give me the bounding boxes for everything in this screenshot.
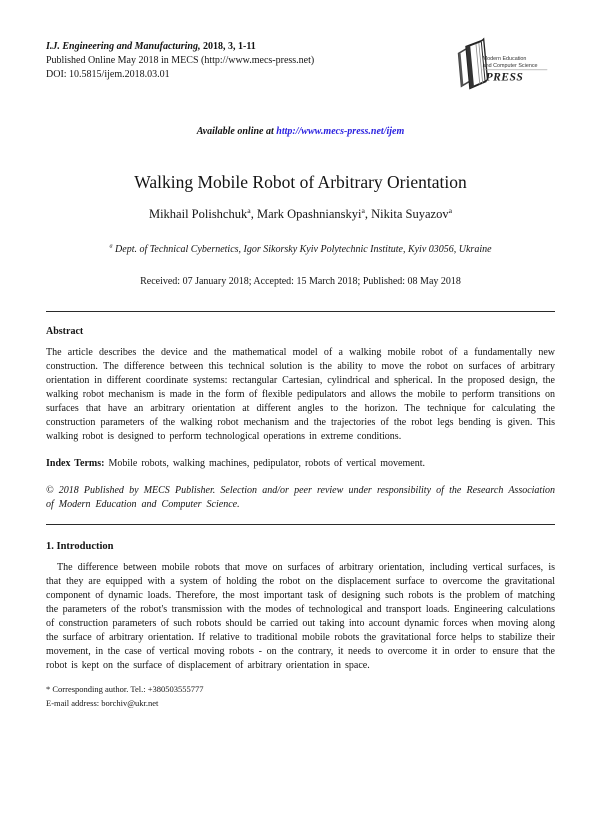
journal-issue: 2018, 3, 1-11 — [200, 41, 256, 52]
corresponding-author-footnote — [46, 683, 204, 710]
available-online-link[interactable]: http://www.mecs-press.net/ijem — [276, 126, 405, 137]
affiliation-text: Dept. of Technical Cybernetics, Igor Sikorsky Kyiv Polytechnic Institute, Kyiv 03056, Ukraine — [112, 244, 492, 255]
paper-title: Walking Mobile Robot of Arbitrary Orientation — [134, 172, 467, 192]
divider-above-abstract — [46, 311, 555, 312]
copyright-notice: © 2018 Published by MECS Publisher. Selection and/or peer review under responsibility of the Research Association of Modern Education and Computer Science. — [46, 485, 555, 510]
index-terms-text: Mobile robots, walking machines, pedipulator, robots of vertical movement. — [104, 458, 425, 469]
doi-line: DOI: 10.5815/ijem.2018.03.01 — [46, 69, 170, 80]
introduction-body: The difference between mobile robots that move on surfaces of arbitrary orientation, including vertical surfaces, is that they are equipped with a system of holding the robot on the displacement surface to overcome the gravitational component of dynamic loads. Therefore, the most important task of designing such robots is the problem of matching the parameters of the robot's transmission with the modes of technological and transport loads. Engineering calculations of construction parameters of such robots should be carried out taking into account dynamic forces when moving along the surface of arbitrary orientation. If relative to traditional mobile robots the gravitational force helps to stabilize their movement, in the case of vertical moving robots - on the contrary, it needs to overcome it in order to ensure that the robot is kept on the surface of displacement of arbitrary orientation in space. — [46, 562, 555, 671]
corresponding-author-line: * Corresponding author. Tel.: +380503555777 — [46, 684, 204, 694]
authors-line — [46, 206, 555, 223]
index-terms-line — [46, 457, 555, 471]
author-affiliation-mark: a — [361, 205, 365, 215]
abstract-body: The article describes the device and the mathematical model of a walking mobile robot of a fundamentally new construction. The difference between this technical solution is the ability to move the robot on surfaces of arbitrary orientation in different coordinate systems: rectangular Cartesian, cylindrical and spherical. In the proposed design, the walking robot mechanism is made in the form of flexible pedipulators and allows the mobile to perform transitions on surfaces that have an arbitrary orientation at different angles to the horizon. The technique for calculating the construction parameters of the walking robot mechanism and the trajectories of the robot legs bending is given. This walking robot is designed to perform technological operations in extreme conditions. — [46, 347, 555, 442]
logo-text-line2: and Computer Science — [482, 62, 538, 69]
email-address-line: E-mail address: borchiv@ukr.net — [46, 697, 159, 708]
section-heading-introduction: 1. Introduction — [46, 541, 114, 552]
journal-meta — [46, 40, 314, 82]
dates-line: Received: 07 January 2018; Accepted: 15 March 2018; Published: 08 May 2018 — [140, 276, 461, 287]
author-name: Mikhail Polishchuk — [148, 207, 248, 221]
abstract-heading: Abstract — [46, 326, 84, 337]
affiliation-mark: a — [109, 242, 113, 250]
journal-header — [46, 40, 555, 98]
journal-title-line — [46, 40, 314, 54]
author-name: Nikita Suyazov — [371, 207, 449, 221]
book-logo-icon — [447, 37, 555, 93]
affiliation-line — [46, 243, 555, 257]
author-separator: , — [250, 207, 257, 221]
logo-text-line1: Modern Education — [482, 56, 527, 63]
journal-name: I.J. Engineering and Manufacturing, — [46, 41, 201, 52]
published-online-line: Published Online May 2018 in MECS (http://www.mecs-press.net) — [46, 55, 315, 66]
author-separator: , — [364, 207, 372, 221]
available-online-line — [46, 125, 555, 139]
author-affiliation-mark: a — [448, 205, 453, 215]
mecs-press-logo — [447, 37, 555, 98]
author-affiliation-mark: a — [247, 205, 251, 215]
index-terms-label: Index Terms: — [46, 458, 105, 469]
divider-below-copyright — [46, 524, 555, 525]
author-name: Mark Opashnianskyi — [256, 207, 362, 221]
logo-press-text: PRESS — [485, 70, 524, 84]
available-online-prefix: Available online at — [196, 126, 277, 137]
